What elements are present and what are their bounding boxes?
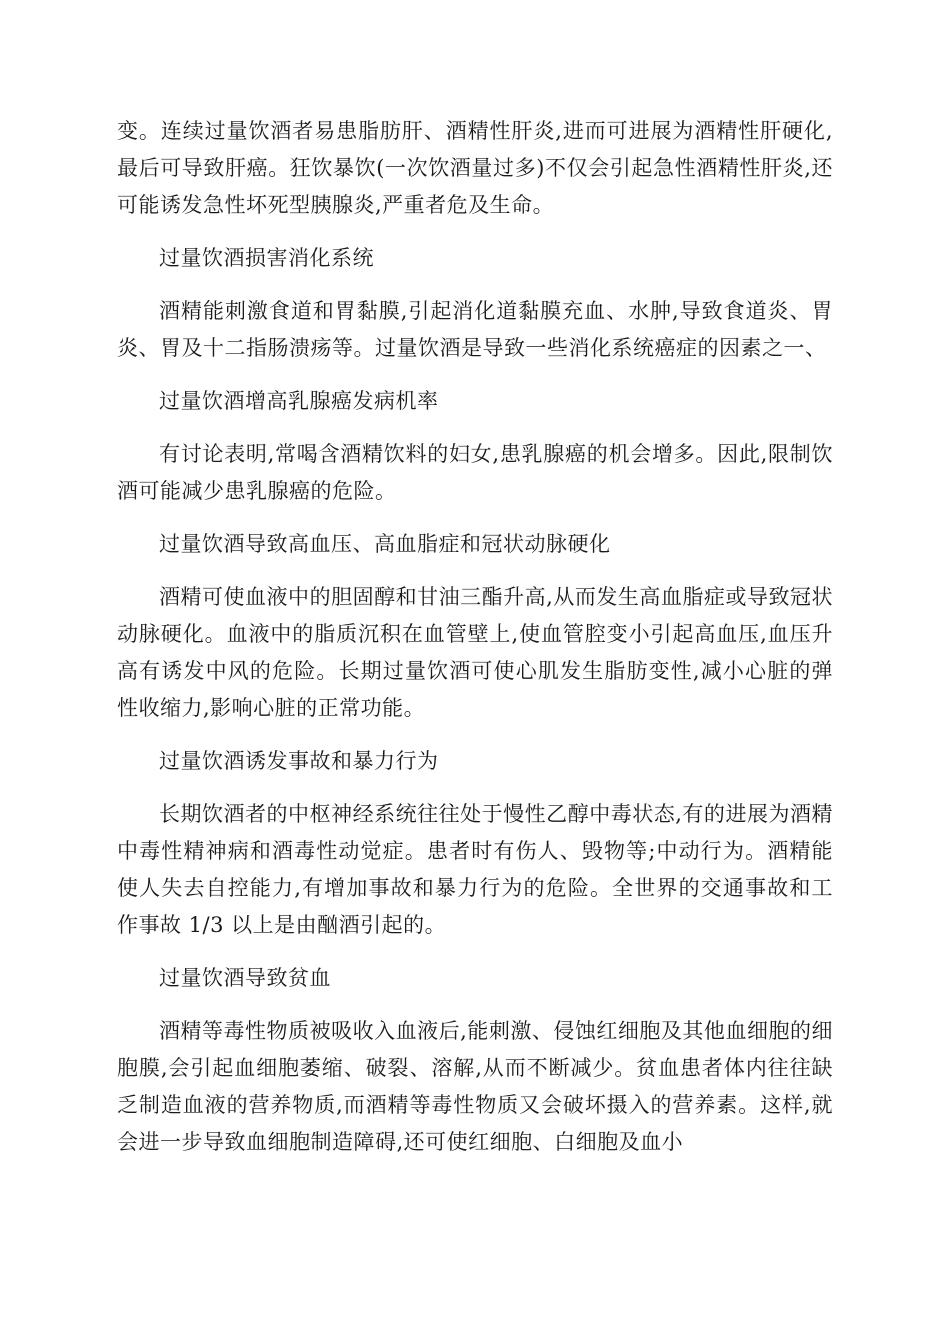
paragraph-accidents-violence: 长期饮酒者的中枢神经系统往往处于慢性乙醇中毒状态,有的进展为酒精中毒性精神病和酒毒性动觉症。患者时有伤人、毁物等;中动行为。酒精能使人失去自控能力,有增加事故和暴力行为的危险。全世界的交通事故和工作事故 1/3 以上是由酗酒引起的。 (117, 802, 833, 937)
paragraph-anemia: 酒精等毒性物质被吸收入血液后,能刺激、侵蚀红细胞及其他血细胞的细胞膜,会引起血细胞萎缩、破裂、溶解,从而不断减少。贫血患者体内往往缺乏制造血液的营养物质,而酒精等毒性物质又会破坏摄入的营养素。这样,就会进一步导致血细胞制造障碍,还可使红细胞、白细胞及血小 (117, 1019, 833, 1154)
heading-accidents-violence: 过量饮酒诱发事故和暴力行为 (159, 749, 439, 773)
document-body (117, 113, 833, 1177)
heading-hypertension: 过量饮酒导致高血压、高血脂症和冠状动脉硬化 (159, 532, 611, 556)
paragraph-liver-continuation: 变。连续过量饮酒者易患脂肪肝、酒精性肝炎,进而可进展为酒精性肝硬化,最后可导致肝癌。狂饮暴饮(一次饮酒量过多)不仅会引起急性酒精性肝炎,还可能诱发急性坏死型胰腺炎,严重者危及生命。 (117, 119, 833, 217)
heading-breast-cancer: 过量饮酒增高乳腺癌发病机率 (159, 389, 439, 413)
heading-digestive-system: 过量饮酒损害消化系统 (159, 246, 374, 270)
paragraph-hypertension: 酒精可使血液中的胆固醇和甘油三酯升高,从而发生高血脂症或导致冠状动脉硬化。血液中的脂质沉积在血管壁上,使血管腔变小引起高血压,血压升高有诱发中风的危险。长期过量饮酒可使心肌发生脂肪变性,减小心脏的弹性收缩力,影响心脏的正常功能。 (117, 585, 833, 720)
paragraph-breast-cancer: 有讨论表明,常喝含酒精饮料的妇女,患乳腺癌的机会增多。因此,限制饮酒可能减少患乳腺癌的危险。 (117, 442, 833, 503)
heading-anemia: 过量饮酒导致贫血 (159, 966, 331, 990)
paragraph-digestive-system: 酒精能刺激食道和胃黏膜,引起消化道黏膜充血、水肿,导致食道炎、胃炎、胃及十二指肠溃疡等。过量饮酒是导致一些消化系统癌症的因素之一、 (117, 299, 833, 360)
